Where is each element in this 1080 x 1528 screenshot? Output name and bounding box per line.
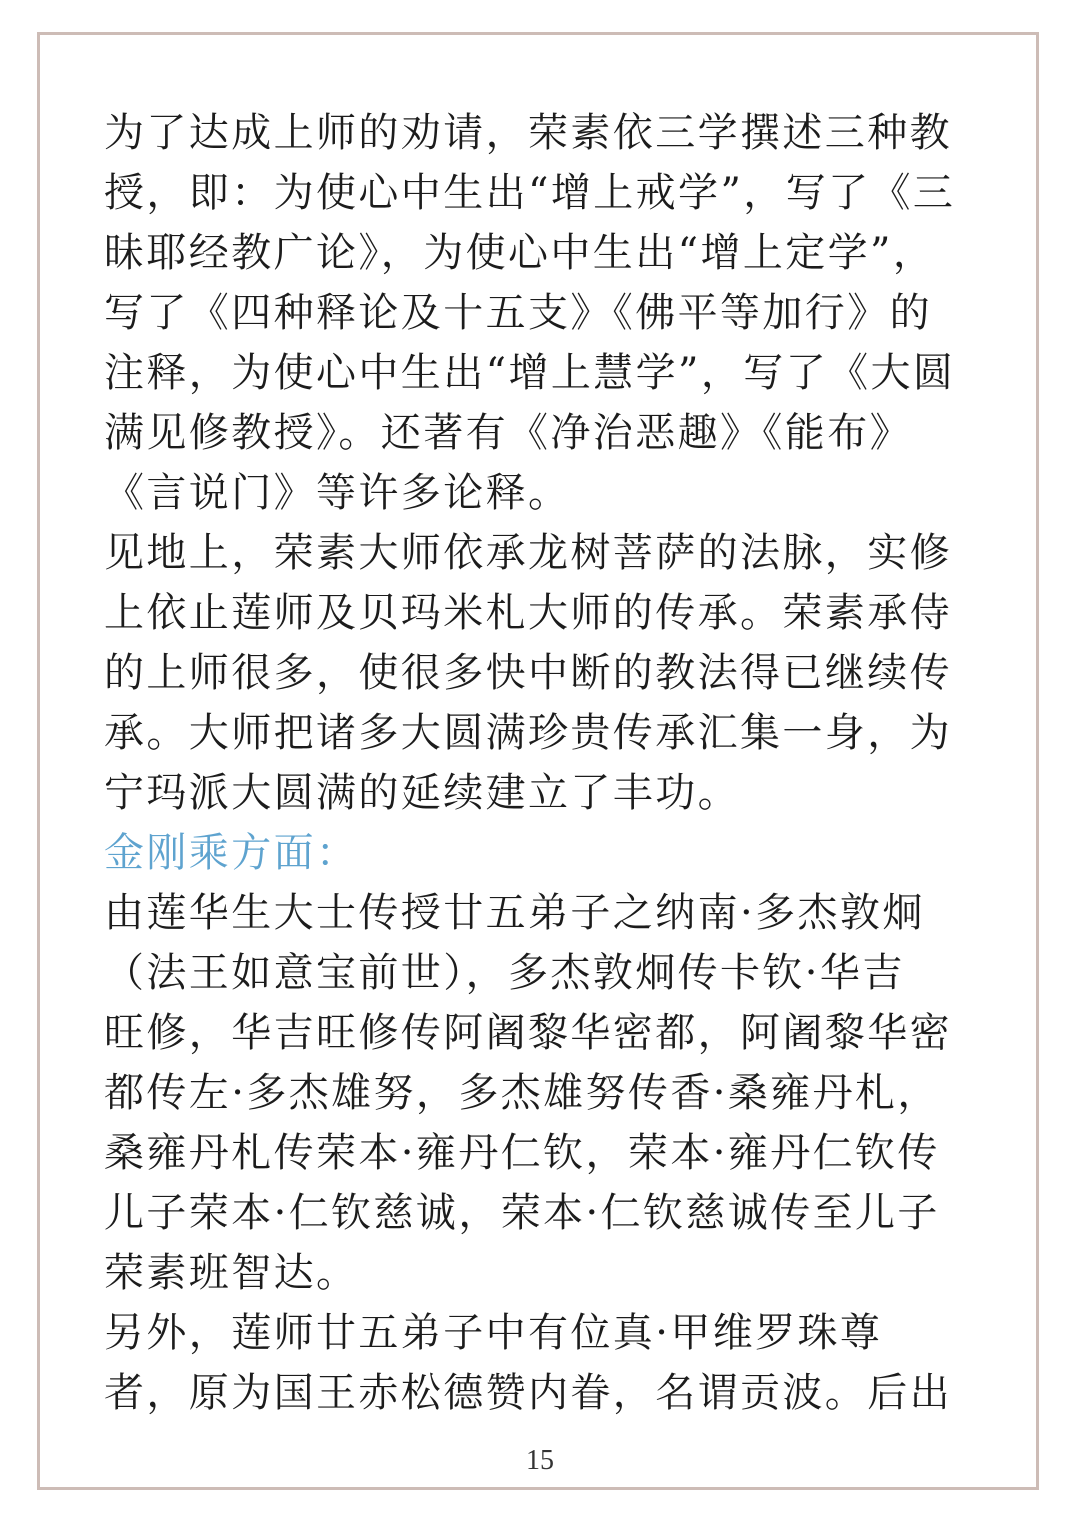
text-line: 上依止莲师及贝玛米札大师的传承。荣素承侍 bbox=[104, 590, 952, 636]
body-text bbox=[104, 103, 984, 1423]
page-number: 15 bbox=[526, 1445, 554, 1476]
text-line: 授，即：为使心中生出“增上戒学”，写了《三 bbox=[104, 170, 956, 216]
text-line: 注释，为使心中生出“增上慧学”，写了《大圆 bbox=[104, 350, 956, 396]
text-line: （法王如意宝前世），多杰敦炯传卡钦·华吉 bbox=[104, 950, 905, 996]
text-line: 者，原为国王赤松德赞内眷，名谓贡波。后出 bbox=[104, 1370, 952, 1416]
text-line: 由莲华生大士传授廿五弟子之纳南·多杰敦炯 bbox=[104, 890, 925, 936]
paragraph-4 bbox=[104, 1303, 984, 1423]
section-heading: 金刚乘方面： bbox=[104, 830, 359, 876]
text-line: 《言说门》等许多论释。 bbox=[104, 470, 571, 516]
text-line: 的上师很多，使很多快中断的教法得已继续传 bbox=[104, 650, 952, 696]
text-line: 承。大师把诸多大圆满珍贵传承汇集一身，为 bbox=[104, 710, 952, 756]
text-line: 桑雍丹札传荣本·雍丹仁钦，荣本·雍丹仁钦传 bbox=[104, 1130, 940, 1176]
text-line: 写了《四种释论及十五支》《佛平等加行》的 bbox=[104, 290, 932, 336]
text-line: 昧耶经教广论》，为使心中生出“增上定学”， bbox=[104, 230, 936, 276]
paragraph-3 bbox=[104, 883, 984, 1303]
text-line: 见地上，荣素大师依承龙树菩萨的法脉，实修 bbox=[104, 530, 952, 576]
text-line: 荣素班智达。 bbox=[104, 1250, 359, 1296]
text-line: 满见修教授》。还著有《净治恶趣》《能布》 bbox=[104, 410, 912, 456]
text-line: 宁玛派大圆满的延续建立了丰功。 bbox=[104, 770, 740, 816]
text-line: 为了达成上师的劝请，荣素依三学撰述三种教 bbox=[104, 110, 952, 156]
text-line: 都传左·多杰雄努，多杰雄努传香·桑雍丹札， bbox=[104, 1070, 940, 1116]
text-line: 另外，莲师廿五弟子中有位真·甲维罗珠尊 bbox=[104, 1310, 883, 1356]
paragraph-1 bbox=[104, 103, 984, 523]
text-line: 旺修，华吉旺修传阿阇黎华密都，阿阇黎华密 bbox=[104, 1010, 952, 1056]
paragraph-2 bbox=[104, 523, 984, 823]
text-line: 儿子荣本·仁钦慈诚，荣本·仁钦慈诚传至儿子 bbox=[104, 1190, 940, 1236]
